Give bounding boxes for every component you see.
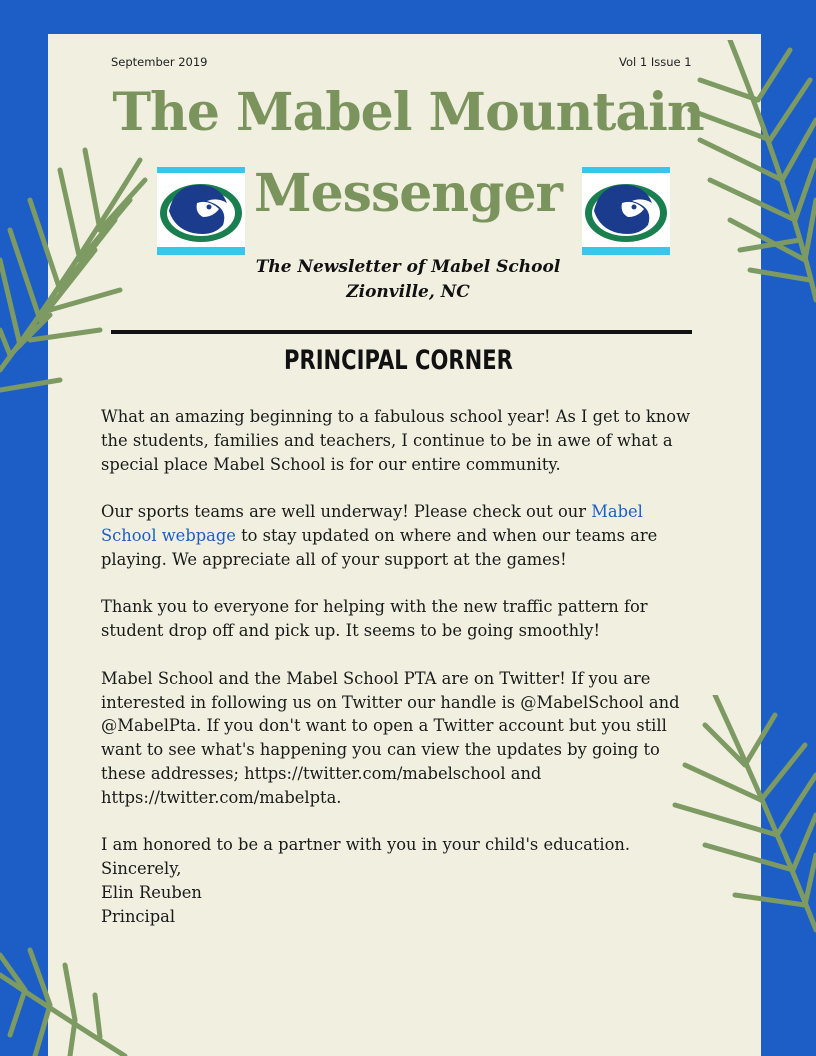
issue-volume: Vol 1 Issue 1 — [619, 55, 692, 69]
paragraph-sports — [101, 500, 701, 571]
closing-sincerely: Sincerely, — [101, 859, 182, 879]
palm-leaf-icon — [0, 945, 130, 1056]
newsletter-title-line2: Messenger — [254, 163, 562, 224]
newsletter-subtitle: The Newsletter of Mabel School — [255, 257, 561, 277]
paragraph-traffic: Thank you to everyone for helping with the new traffic pattern for student drop off and pick up. It seems to be going smoothly! — [101, 597, 648, 641]
section-heading: PRINCIPAL CORNER — [284, 345, 513, 376]
newsletter-title-line1: The Mabel Mountain — [112, 82, 704, 143]
newsletter-location: Zionville, NC — [346, 282, 470, 302]
paragraph-intro: What an amazing beginning to a fabulous school year! As I get to know the students, families and teachers, I continue to be in awe of what a special place Mabel School is for our entire community. — [101, 407, 691, 474]
article-body — [101, 405, 701, 929]
mascot-logo-icon — [582, 167, 670, 255]
paragraph-sports-text-1: Our sports teams are well underway! Please check out our — [101, 502, 592, 522]
signature-name: Elin Reuben — [101, 882, 202, 902]
signature-title: Principal — [101, 906, 176, 926]
closing-line: I am honored to be a partner with you in your child's education. — [101, 835, 631, 855]
issue-date: September 2019 — [111, 55, 208, 69]
paragraph-sports-text-2: to stay updated on where and when our teams are playing. We appreciate all of your support at the games! — [101, 525, 658, 569]
school-webpage-link[interactable]: Mabel School webpage — [101, 502, 643, 545]
paragraph-twitter: Mabel School and the Mabel School PTA are on Twitter! If you are interested in following us on Twitter our handle is @MabelSchool and @MabelPta. If you don't want to open a Twitter account but you still want to see what's happening you can view the updates by going to these addresses; https://twitter.com/mabelschool and https://twitter.com/mabelpta. — [101, 668, 680, 807]
header-divider — [111, 330, 692, 334]
mascot-logo-icon — [157, 167, 245, 255]
